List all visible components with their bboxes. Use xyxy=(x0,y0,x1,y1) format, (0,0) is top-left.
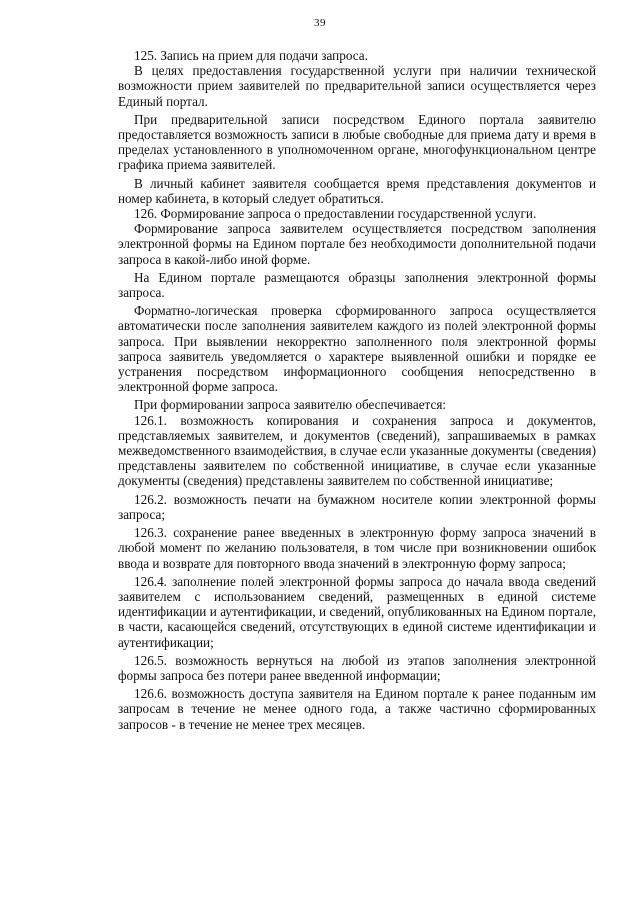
list-item-126-1: 126.1. возможность копирования и сохранения запроса и документов, представляемых заявителем, и документов (сведений), запрашиваемых в рамках межведомственного взаимодействия, в случае если указанные документы (сведения) представлены заявителем по собственной инициативе, в случае если указанные документы (сведения) представлены заявителем по собственной инициативе; xyxy=(118,412,596,489)
paragraph-126-heading: 126. Формирование запроса о предоставлении государственной услуги. xyxy=(134,206,537,222)
paragraph: В личный кабинет заявителя сообщается время представления документов и номер кабинета, в который следует обратиться. xyxy=(118,175,596,206)
paragraph: При предварительной записи посредством Единого портала заявителю предоставляется возможность записи в любые свободные для приема дату и время в пределах установленного в уполномоченном органе, многофункциональном центре графика приема заявителей. xyxy=(118,111,596,173)
list-item-126-4: 126.4. заполнение полей электронной формы запроса до начала ввода сведений заявителем с использованием сведений, размещенных в единой системе идентификации и аутентификации, и сведений, опубликованных на Едином портале, в части, касающейся сведений, отсутствующих в единой системе идентификации и аутентификации; xyxy=(118,573,596,650)
list-item-126-3: 126.3. сохранение ранее введенных в электронную форму запроса значений в любой момент по желанию пользователя, в том числе при возникновении ошибок ввода и возврате для повторного ввода значений в электронную форму запроса; xyxy=(118,525,596,571)
list-item-126-2: 126.2. возможность печати на бумажном носителе копии электронной формы запроса; xyxy=(118,491,596,522)
paragraph: При формировании запроса заявителю обеспечивается: xyxy=(134,397,447,413)
list-item-126-5: 126.5. возможность вернуться на любой из этапов заполнения электронной формы запроса без потери ранее введенной информации; xyxy=(118,652,596,683)
page-number: 39 xyxy=(314,17,326,29)
document-body xyxy=(118,48,596,735)
paragraph: Формирование запроса заявителем осуществляется посредством заполнения электронной формы на Едином портале без необходимости дополнительной подачи запроса в какой-либо иной форме. xyxy=(118,221,596,267)
paragraph-125-heading: 125. Запись на прием для подачи запроса. xyxy=(134,48,368,63)
paragraph: На Едином портале размещаются образцы заполнения электронной формы запроса. xyxy=(118,269,596,301)
paragraph: В целях предоставления государственной услуги при наличии технической возможности прием заявителей по предварительной записи осуществляется через Единый портал. xyxy=(118,63,596,109)
paragraph: Форматно-логическая проверка сформированного запроса осуществляется автоматически после заполнения заявителем каждого из полей электронной формы запроса. При выявлении некорректно заполненного поля электронной формы запроса заявитель уведомляется о характере выявленной ошибки и порядке ее устранения посредством информационного сообщения непосредственно в электронной форме запроса. xyxy=(118,303,596,395)
list-item-126-6: 126.6. возможность доступа заявителя на Едином портале к ранее поданным им запросам в течение не менее одного года, а также частично сформированных запросов - в течение не менее трех месяцев. xyxy=(118,686,596,732)
